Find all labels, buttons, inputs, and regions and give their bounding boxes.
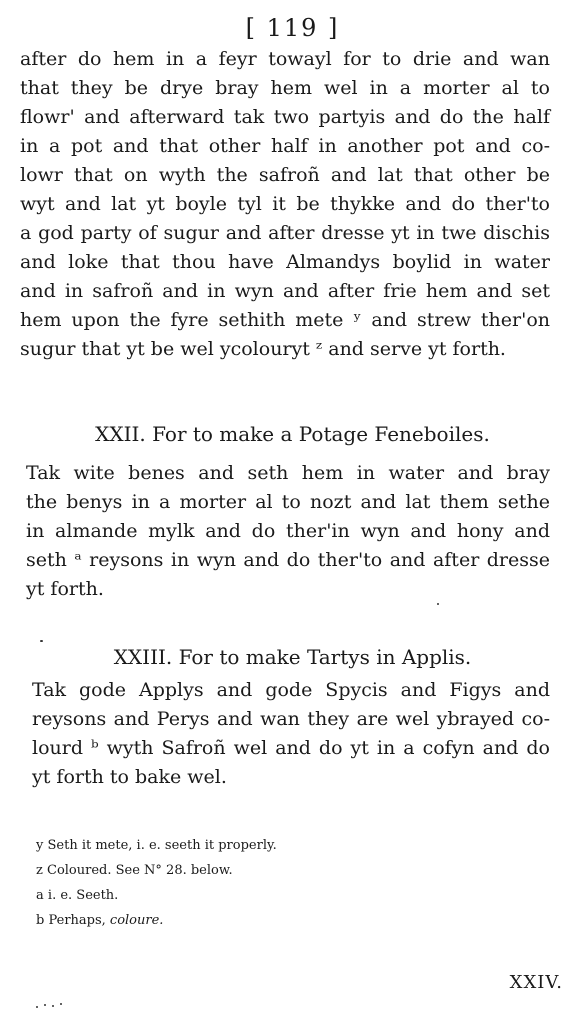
text-line: and loke that thou have Almandys boylid in water — [20, 251, 550, 273]
scan-speck — [40, 640, 43, 642]
footnote-mark: y — [36, 838, 44, 853]
scan-speck — [60, 1003, 62, 1005]
footnote — [36, 833, 536, 858]
text-line: in a pot and that other half in another pot and co- — [20, 135, 550, 157]
footnote-mark: z — [36, 863, 43, 878]
text-line: Tak gode Applys and gode Spycis and Figys and — [32, 679, 550, 701]
text-line: a god party of sugur and after dresse yt in twe dischis — [20, 222, 550, 244]
recipe-xxiii-body — [32, 676, 550, 792]
text-line: that they be drye bray hem wel in a morter al to — [20, 77, 550, 99]
footnote — [36, 858, 536, 883]
recipe-continued-body — [20, 45, 550, 364]
scan-speck — [36, 1006, 38, 1008]
footnotes — [36, 833, 536, 933]
footnote-mark: a — [36, 888, 44, 903]
text-line: after do hem in a feyr towayl for to drie and wan — [20, 48, 550, 70]
footnote-mark: b — [36, 913, 45, 928]
text-line: lourd ᵇ wyth Safroñ wel and do yt in a cofyn and do — [32, 737, 550, 759]
text-line: in almande mylk and do ther'in wyn and hony and — [26, 520, 550, 542]
recipe-xxiii-title: XXIII. For to make Tartys in Applis. — [113, 645, 472, 669]
text-line: sugur that yt be wel ycolouryt ᶻ and serve yt forth. — [20, 338, 506, 360]
footnote-text: Coloured. See N° 28. below. — [47, 863, 233, 878]
text-line: yt forth. — [26, 578, 104, 600]
footnote-italic: coloure. — [109, 913, 164, 928]
footnote-text: i. e. Seeth. — [47, 888, 119, 903]
footnote — [36, 908, 536, 933]
text-line: lowr that on wyth the safroñ and lat that other be — [20, 164, 550, 186]
scan-speck — [437, 603, 439, 605]
recipe-xxii-title: XXII. For to make a Potage Feneboiles. — [95, 422, 490, 446]
footnote-text: Seth it mete, i. e. seeth it properly. — [47, 838, 277, 853]
text-line: and in safroñ and in wyn and after frie hem and set — [20, 280, 550, 302]
catchword: XXIV. — [509, 972, 563, 993]
text-line: Tak wite benes and seth hem in water and bray — [26, 462, 550, 484]
page-number: [ 119 ] — [245, 14, 340, 42]
text-line: yt forth to bake wel. — [32, 766, 227, 788]
footnote-text: Perhaps, — [48, 913, 110, 928]
text-line: seth ᵃ reysons in wyn and do ther'to and after dresse — [26, 549, 550, 571]
scan-speck — [52, 1005, 54, 1007]
footnote — [36, 883, 536, 908]
text-line: flowr' and afterward tak two partyis and do the half — [20, 106, 550, 128]
recipe-xxii-body — [26, 459, 550, 604]
text-line: the benys in a morter al to nozt and lat them sethe — [26, 491, 550, 513]
scan-speck — [44, 1004, 46, 1006]
text-line: hem upon the fyre sethith mete ʸ and strew ther'on — [20, 309, 550, 331]
text-line: reysons and Perys and wan they are wel ybrayed co- — [32, 708, 550, 730]
text-line: wyt and lat yt boyle tyl it be thykke and do ther'to — [20, 193, 550, 215]
